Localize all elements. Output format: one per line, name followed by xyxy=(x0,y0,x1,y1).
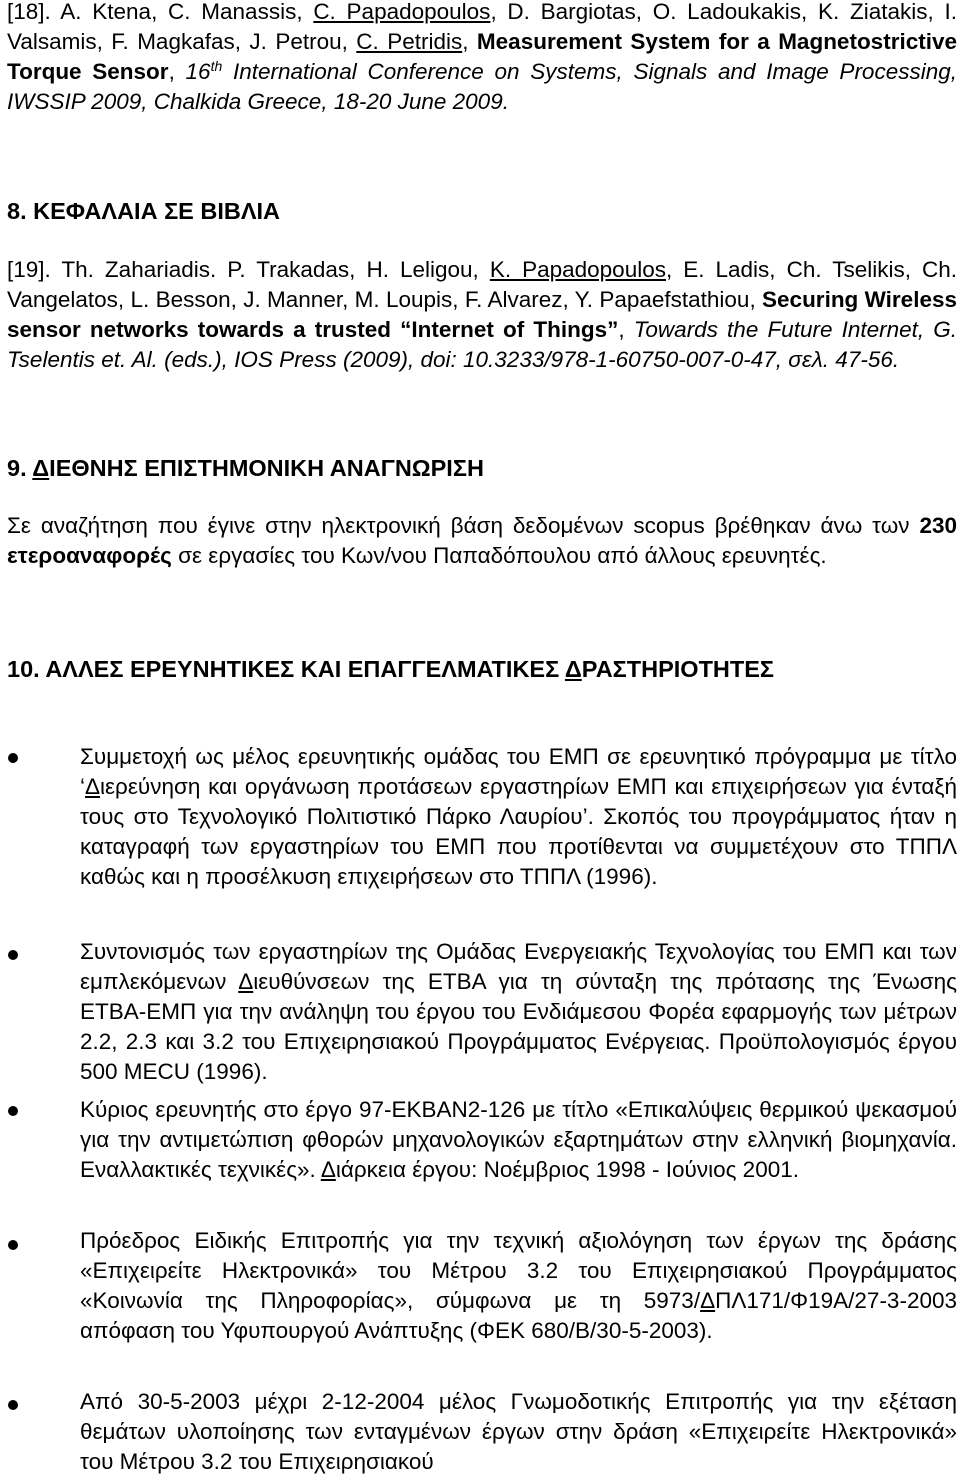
citations-count: 230 ετεροαναφορές xyxy=(7,513,957,568)
ref-title: Measurement System for a Magnetostrictive Torque Sensor xyxy=(7,29,957,84)
reference-18: [18]. A. Ktena, C. Manassis, C. Papadopoulos, D. Bargiotas, O. Ladoukakis, K. Ziatakis, I. Valsamis, F. Magkafas, J. Petrou, C. Petridis, Measurement System for a Magnetostrictive Torque Sensor, 16th International Conference on Systems, Signals and Image Processing, IWSSIP 2009, Chalkida Greece, 18-20 June 2009. xyxy=(7,0,957,114)
section-8-heading: 8. ΚΕΦΑΛΑΙΑ ΣΕ ΒΙΒΛΙΑ xyxy=(7,198,281,224)
section-9-heading: 9. ΔΙΕΘΝΗΣ ΕΠΙΣΤΗΜΟΝΙΚΗ ΑΝΑΓΝΩΡΙΣΗ xyxy=(7,455,484,481)
ref-title: Securing Wireless sensor networks towards a trusted “Internet of Things” xyxy=(7,287,957,342)
bullet-icon xyxy=(8,950,18,960)
bullet-icon xyxy=(8,1106,18,1116)
reference-19: [19]. Th. Zahariadis. P. Trakadas, H. Leligou, K. Papadopoulos, E. Ladis, Ch. Tselikis, Ch. Vangelatos, L. Besson, J. Manner, M. Loupis, F. Alvarez, Y. Papaefstathiou, Securing Wireless sensor networks towards a trusted “Internet of Things”, Towards the Future Internet, G. Tselentis et. Al. (eds.), IOS Press (2009), doi: 10.3233/978-1-60750-007-0-47, σελ. 47-56. xyxy=(7,257,957,372)
bullet-icon xyxy=(8,1240,18,1250)
author-link: K. Papadopoulos xyxy=(489,257,666,282)
section-9-paragraph: Σε αναζήτηση που έγινε στην ηλεκτρονική βάση δεδομένων scopus βρέθηκαν άνω των 230 ετεροαναφορές σε εργασίες του Κων/νου Παπαδόπουλου από άλλους ερευνητές. xyxy=(7,513,957,568)
bullet-icon xyxy=(8,753,18,763)
list-item: Από 30-5-2003 μέχρι 2-12-2004 μέλος Γνωμοδοτικής Επιτροπής για την εξέταση θεμάτων υλοποίησης των ενταγμένων έργων στην δράση «Επιχειρείτε Ηλεκτρονικά» του Μέτρου 3.2 του Επιχειρησιακού xyxy=(80,1389,957,1474)
list-item: Κύριος ερευνητής στο έργο 97-ΕΚΒΑΝ2-126 με τίτλο «Επικαλύψεις θερμικού ψεκασμού για την αντιμετώπιση φθορών μηχανολογικών εξαρτημάτων στην ελληνική βιομηχανία. Εναλλακτικές τεχνικές». Διάρκεια έργου: Νοέμβριος 1998 - Ιούνιος 2001. xyxy=(80,1097,957,1182)
ref-number: [18]. xyxy=(7,0,51,24)
ref-number: [19]. xyxy=(7,257,51,282)
list-item: Συμμετοχή ως μέλος ερευνητικής ομάδας του ΕΜΠ σε ερευνητικό πρόγραμμα με τίτλο ‘Διερεύνηση και οργάνωση προτάσεων εργαστηρίων ΕΜΠ και επιχειρήσεων για ένταξή τους στο Τεχνολογικό Πολιτιστικό Πάρκο Λαυρίου’. Σκοπός του προγράμματος ήταν η καταγραφή των εργαστηρίων του ΕΜΠ που προτίθενται να συμμετέχουν στο ΤΠΠΛ καθώς και η προσέλκυση επιχειρήσεων στο ΤΠΠΛ (1996). xyxy=(80,744,957,889)
list-item: Συντονισμός των εργαστηρίων της Ομάδας Ενεργειακής Τεχνολογίας του ΕΜΠ και των εμπλεκόμενων Διευθύνσεων της ΕΤΒΑ για τη σύνταξη της πρότασης της Ένωσης ΕΤΒΑ-ΕΜΠ για την ανάληψη του έργου του Ενδιάμεσου Φορέα εφαρμογής των μέτρων 2.2, 2.3 και 3.2 του Επιχειρησιακού Προγράμματος Ενέργειας. Προϋπολογισμός έργου 500 MECU (1996). xyxy=(80,939,958,1084)
list-item: Πρόεδρος Ειδικής Επιτροπής για την τεχνική αξιολόγηση των έργων της δράσης «Επιχειρείτε Ηλεκτρονικά» του Μέτρου 3.2 του Επιχειρησιακού Προγράμματος «Κοινωνία της Πληροφορίας», σύμφωνα με τη 5973/ΔΠΛ171/Φ19Α/27-3-2003 απόφαση του Υφυπουργού Ανάπτυξης (ΦΕΚ 680/Β/30-5-2003). xyxy=(80,1228,957,1343)
author-link: C. Papadopoulos xyxy=(313,0,491,24)
section-10-heading: 10. ΑΛΛΕΣ ΕΡΕΥΝΗΤΙΚΕΣ ΚΑΙ ΕΠΑΓΓΕΛΜΑΤΙΚΕΣ ΔΡΑΣΤΗΡΙΟΤΗΤΕΣ xyxy=(7,656,775,682)
bullet-icon xyxy=(8,1400,18,1410)
author-link: C. Petridis xyxy=(356,29,463,54)
